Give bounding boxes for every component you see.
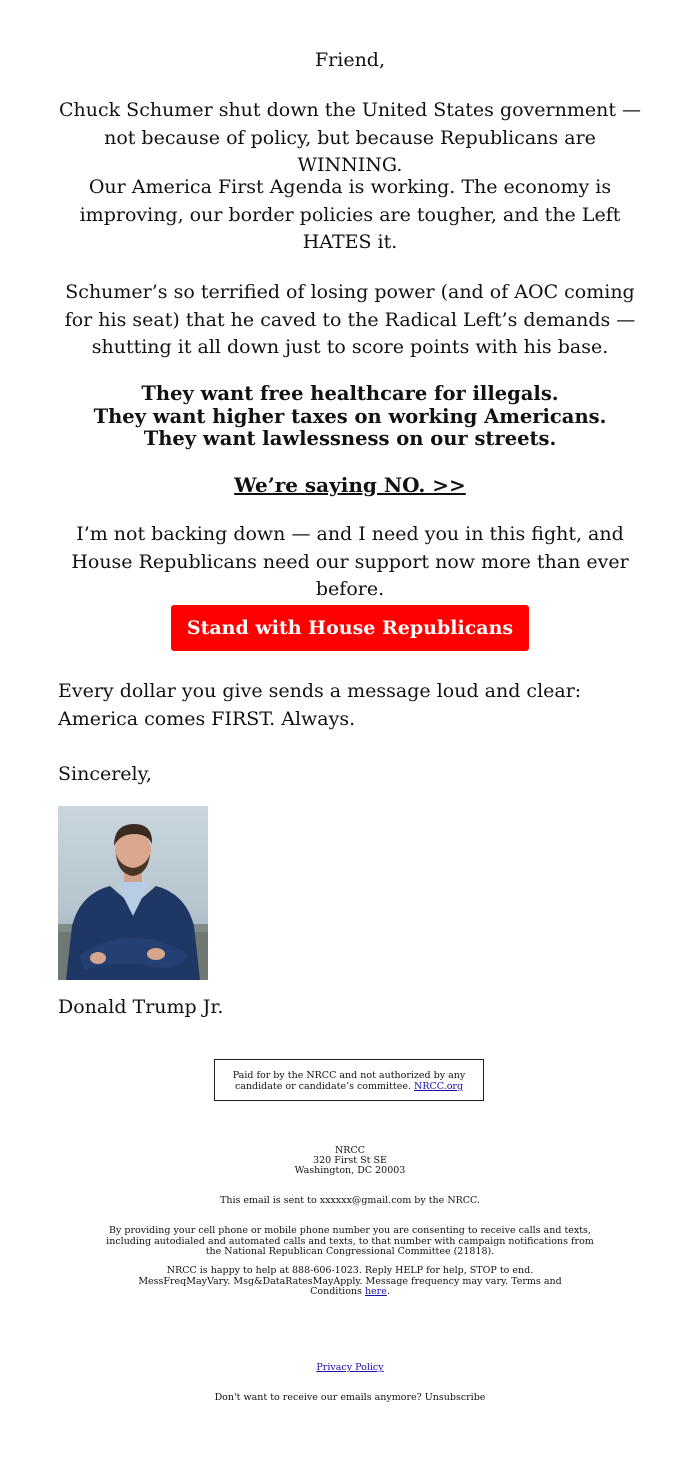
footer-consent: By providing your cell phone or mobile phone number you are consenting to receive calls and texts, including autodialed and automated calls and texts, to that number with campaign notifications from the National Republican Congressional Committee (21818). xyxy=(106,1225,594,1257)
saying-no-link[interactable]: We’re saying NO. >> xyxy=(234,473,466,497)
signature: Donald Trump Jr. xyxy=(58,996,224,1018)
bold-line: They want lawlessness on our streets. xyxy=(143,427,557,450)
footer-address-line2: Washington, DC 20003 xyxy=(294,1165,406,1176)
paid-for-disclaimer xyxy=(214,1059,484,1101)
disclaimer-text: Paid for by the NRCC and not authorized by any candidate or candidate’s committee. xyxy=(232,1070,466,1092)
greeting: Friend, xyxy=(314,49,386,71)
footer-address-line1: 320 First St SE xyxy=(313,1155,387,1166)
nrcc-org-link[interactable]: NRCC.org xyxy=(414,1081,464,1092)
bold-line: They want free healthcare for illegals. xyxy=(141,382,559,405)
paragraph-fight: I’m not backing down — and I need you in this fight, and House Republicans need our support now more than ever before. xyxy=(71,523,629,600)
paragraph-dollar: Every dollar you give sends a message loud and clear: America comes FIRST. Always. xyxy=(58,680,582,730)
footer-privacy xyxy=(0,1363,700,1374)
paragraph-shutdown: Chuck Schumer shut down the United States government — not because of policy, but because Republicans are WINNING. xyxy=(58,99,642,176)
privacy-policy-link[interactable]: Privacy Policy xyxy=(316,1362,384,1373)
stand-with-house-republicans-button[interactable]: Stand with House Republicans xyxy=(171,605,529,651)
bold-line: They want higher taxes on working Americans. xyxy=(93,404,607,428)
saying-no-container xyxy=(58,472,642,498)
signer-photo xyxy=(58,806,208,980)
bold-statements xyxy=(58,383,642,451)
footer-sent-to: This email is sent to xxxxxx@gmail.com by the NRCC. xyxy=(219,1195,481,1206)
footer-unsubscribe[interactable]: Don't want to receive our emails anymore? Unsubscribe xyxy=(214,1392,486,1403)
footer-help-text: NRCC is happy to help at 888-606-1023. Reply HELP for help, STOP to end. MessFreqMayVary. Msg&DataRatesMayApply. Message frequency may vary. Terms and Conditions xyxy=(138,1265,562,1297)
footer-help: NRCC is happy to help at 888-606-1023. Reply HELP for help, STOP to end. MessFreqMayVary. Msg&DataRatesMayApply. Message frequency may vary. Terms and Conditions here. xyxy=(138,1265,562,1297)
paragraph-agenda: Our America First Agenda is working. The economy is improving, our border policies are tougher, and the Left HATES it. xyxy=(79,176,621,253)
closing: Sincerely, xyxy=(58,763,152,785)
cta-container xyxy=(58,605,642,651)
terms-here-link[interactable]: here xyxy=(364,1286,387,1297)
footer-org-name: NRCC xyxy=(334,1145,365,1156)
paragraph-schumer: Schumer’s so terrified of losing power (and of AOC coming for his seat) that he caved to the Radical Left’s demands — shutting it all down just to score points with his base. xyxy=(64,281,636,358)
